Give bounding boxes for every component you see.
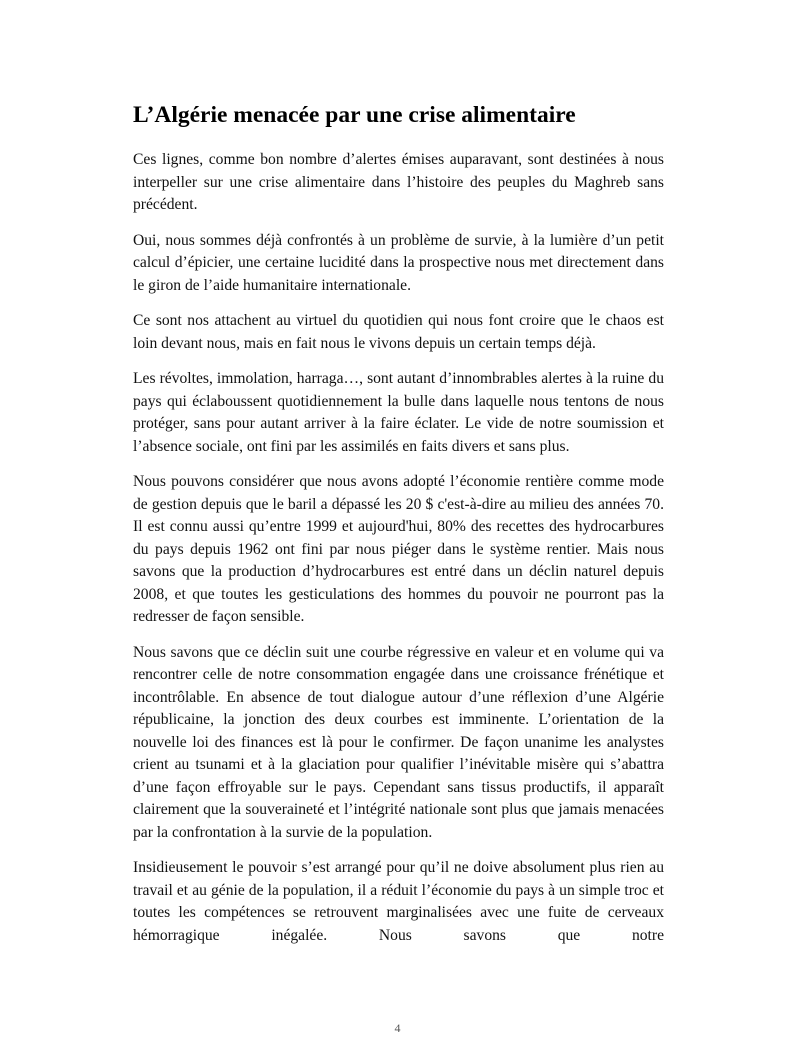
paragraph: Insidieusement le pouvoir s’est arrangé pour qu’il ne doive absolument plus rien au travail et au génie de la population, il a réduit l’économie du pays à un simple troc et toutes les compétences se retrouvent marginalisées avec une fuite de cerveaux hémorragique inégalée. Nous savons que notre	[133, 859, 664, 944]
paragraph: Oui, nous sommes déjà confrontés à un problème de survie, à la lumière d’un petit calcul d’épicier, une certaine lucidité dans la prospective nous met directement dans le giron de l’aide humanitaire internationale.	[133, 231, 664, 294]
document-title: L’Algérie menacée par une crise alimentaire	[133, 102, 576, 128]
document-body	[133, 149, 664, 960]
page-number: 4	[394, 1021, 401, 1035]
paragraph: Les révoltes, immolation, harraga…, sont autant d’innombrables alertes à la ruine du pays qui éclaboussent quotidiennement la bulle dans laquelle nous tentons de nous protéger, sans pour autant arriver à la faire éclater. Le vide de notre soumission et l’absence sociale, ont fini par les assimilés en faits divers et sans plus.	[133, 370, 664, 455]
paragraph: Nous savons que ce déclin suit une courbe régressive en valeur et en volume qui va rencontrer celle de notre consommation engagée dans une croissance frénétique et incontrôlable. En absence de tout dialogue autour d’une réflexion d’une Algérie républicaine, la jonction des deux courbes est imminente. L’orientation de la nouvelle loi des finances est là pour le confirmer. De façon unanime les analystes crient au tsunami et à la glaciation pour qualifier l’inévitable misère qui s’abattra d’une façon effroyable sur le pays. Cependant sans tissus productifs, il apparaît clairement que la souveraineté et l’intégrité nationale sont plus que jamais menacées par la confrontation à la survie de la population.	[133, 643, 664, 841]
paragraph: Ces lignes, comme bon nombre d’alertes émises auparavant, sont destinées à nous interpeller sur une crise alimentaire dans l’histoire des peuples du Maghreb sans précédent.	[133, 151, 664, 213]
paragraph: Nous pouvons considérer que nous avons adopté l’économie rentière comme mode de gestion depuis que le baril a dépassé les 20 $ c'est-à-dire au milieu des années 70. Il est connu aussi qu’entre 1999 et aujourd'hui, 80% des recettes des hydrocarbures du pays depuis 1962 ont fini par nous piéger dans le système rentier. Mais nous savons que la production d’hydrocarbures est entré dans un déclin naturel depuis 2008, et que toutes les gesticulations des hommes du pouvoir ne pourront pas la redresser de façon sensible.	[133, 473, 664, 625]
paragraph: Ce sont nos attachent au virtuel du quotidien qui nous font croire que le chaos est loin devant nous, mais en fait nous le vivons depuis un certain temps déjà.	[133, 312, 664, 352]
